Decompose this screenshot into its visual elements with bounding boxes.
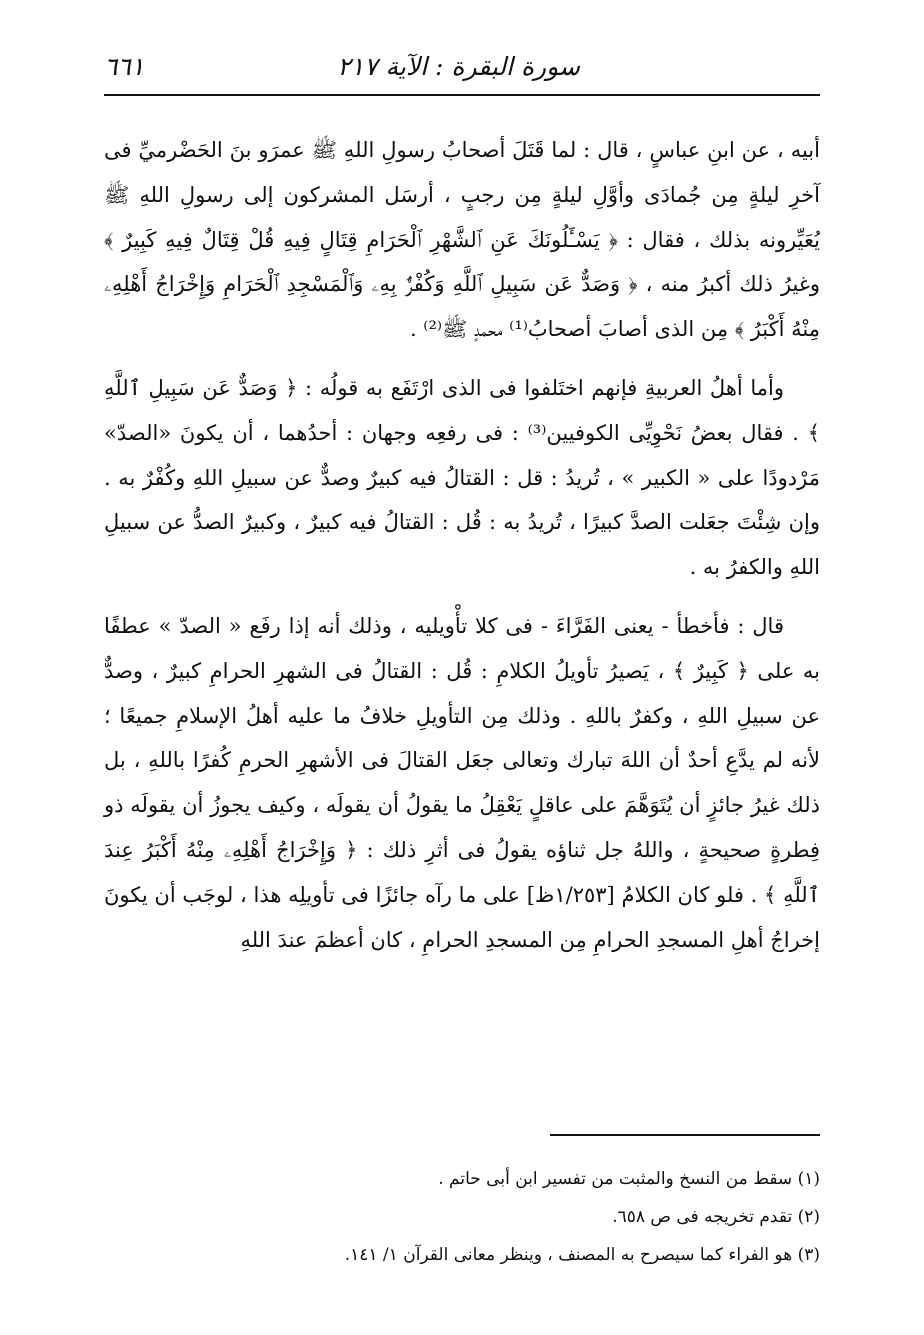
paragraph-1: أبيه ، عن ابنِ عباسٍ ، قال : لما قَتَلَ أصحابُ رسولِ اللهِ ﷺ عمرَو بنَ الحَضْرميِّ فى آخرِ ليلةٍ مِن جُمادَى وأوَّلِ ليلةٍ مِن رجبٍ ، أرسَل المشركون إلى رسولِ اللهِ ﷺ يُعَيِّرونه بذلك ، فقال : ﴿ يَسْـَٔلُونَكَ عَنِ ٱلشَّهْرِ ٱلْحَرَامِ قِتَالٍ فِيهِ قُلْ قِتَالٌ فِيهِ كَبِيرٌ ﴾ وغيرُ ذلك أكبرُ منه ، ﴿ وَصَدٌّ عَن سَبِيلِ ٱللَّهِ وَكُفْرٌۢ بِهِۦ وَٱلْمَسْجِدِ ٱلْحَرَامِ وَإِخْرَاجُ أَهْلِهِۦ مِنْهُ أَكْبَرُ ﴾ مِن الذى أصابَ أصحابُ⁽¹⁾ محمدٍ ﷺ⁽²⁾ . bbox=[104, 138, 820, 342]
paragraph-3: قال : فأخطأ - يعنى الفَرَّاءَ - فى كلا تأْويليه ، وذلك أنه إذا رفَع « الصدّ » عطفًا به على ﴿ كَبِيرٌ ﴾ ، يَصيرُ تأويلُ الكلامِ : قُل : القتالُ فى الشهرِ الحرامِ كبيرٌ ، وصدٌّ عن سبيلِ اللهِ ، وكفرٌ باللهِ . وذلك مِن التأويلِ خلافُ ما عليه أهلُ الإسلامِ جميعًا ؛ لأنه لم يدَّعِ أحدٌ أن اللهَ تبارك وتعالى جعَل القتالَ فى الأشهرِ الحرمِ كُفرًا باللهِ ، بل ذلك غيرُ جائزٍ أن يُتَوَهَّمَ على عاقلٍ يَعْقِلُ ما يقولُ أن يقولَه ، وكيف يجوزُ أن يقولَه ذو فِطرةٍ صحيحةٍ ، واللهُ جل ثناؤه يقولُ فى أثرِ ذلك : ﴿ وَإِخْرَاجُ أَهْلِهِۦ مِنْهُ أَكْبَرُ عِندَ ٱللَّهِ ﴾ . فلو كان الكلامُ [١/٢٥٣ظ] على ما رآه جائزًا فى تأويلِه هذا ، لوجَب أن يكونَ إخراجُ أهلِ المسجدِ الحرامِ مِن المسجدِ الحرامِ ، كان أعظمَ عندَ اللهِ bbox=[104, 613, 820, 952]
page-header bbox=[104, 46, 820, 96]
main-text bbox=[104, 128, 820, 976]
footnote-separator bbox=[550, 1134, 820, 1136]
footnote-3: (٣) هو الفراء كما سيصرح به المصنف ، وينظر معانى القرآن ١/ ١٤١. bbox=[344, 1245, 820, 1265]
footnote-2: (٢) تقدم تخريجه فى ص ٦٥٨. bbox=[612, 1207, 820, 1227]
paragraph-2: وأما أهلُ العربيةِ فإنهم اختَلفوا فى الذى ارْتَفَع به قولُه : ﴿ وَصَدٌّ عَن سَبِيلِ ٱللَّهِ ﴾ . فقال بعضُ نَحْوِيِّى الكوفيين⁽³⁾ : فى رفعِه وجهان : أحدُهما ، أن يكونَ «الصدّ» مَرْدودًا على « الكبير » ، تُريدُ : قل : القتالُ فيه كبيرٌ وصدٌّ عن سبيلِ اللهِ وكُفْرٌ به . وإن شِئْتَ جعَلت الصدَّ كبيرًا ، تُريدُ به : قُل : القتالُ فيه كبيرٌ ، وكبيرٌ الصدُّ عن سبيلِ اللهِ والكفرُ به . bbox=[104, 375, 820, 580]
running-title: سورة البقرة : الآية ٢١٧ bbox=[337, 52, 580, 81]
footnote-1: (١) سقط من النسخ والمثبت من تفسير ابن أبى حاتم . bbox=[438, 1169, 820, 1189]
footnotes bbox=[104, 1160, 820, 1274]
page-number: ٦٦١ bbox=[104, 52, 145, 81]
